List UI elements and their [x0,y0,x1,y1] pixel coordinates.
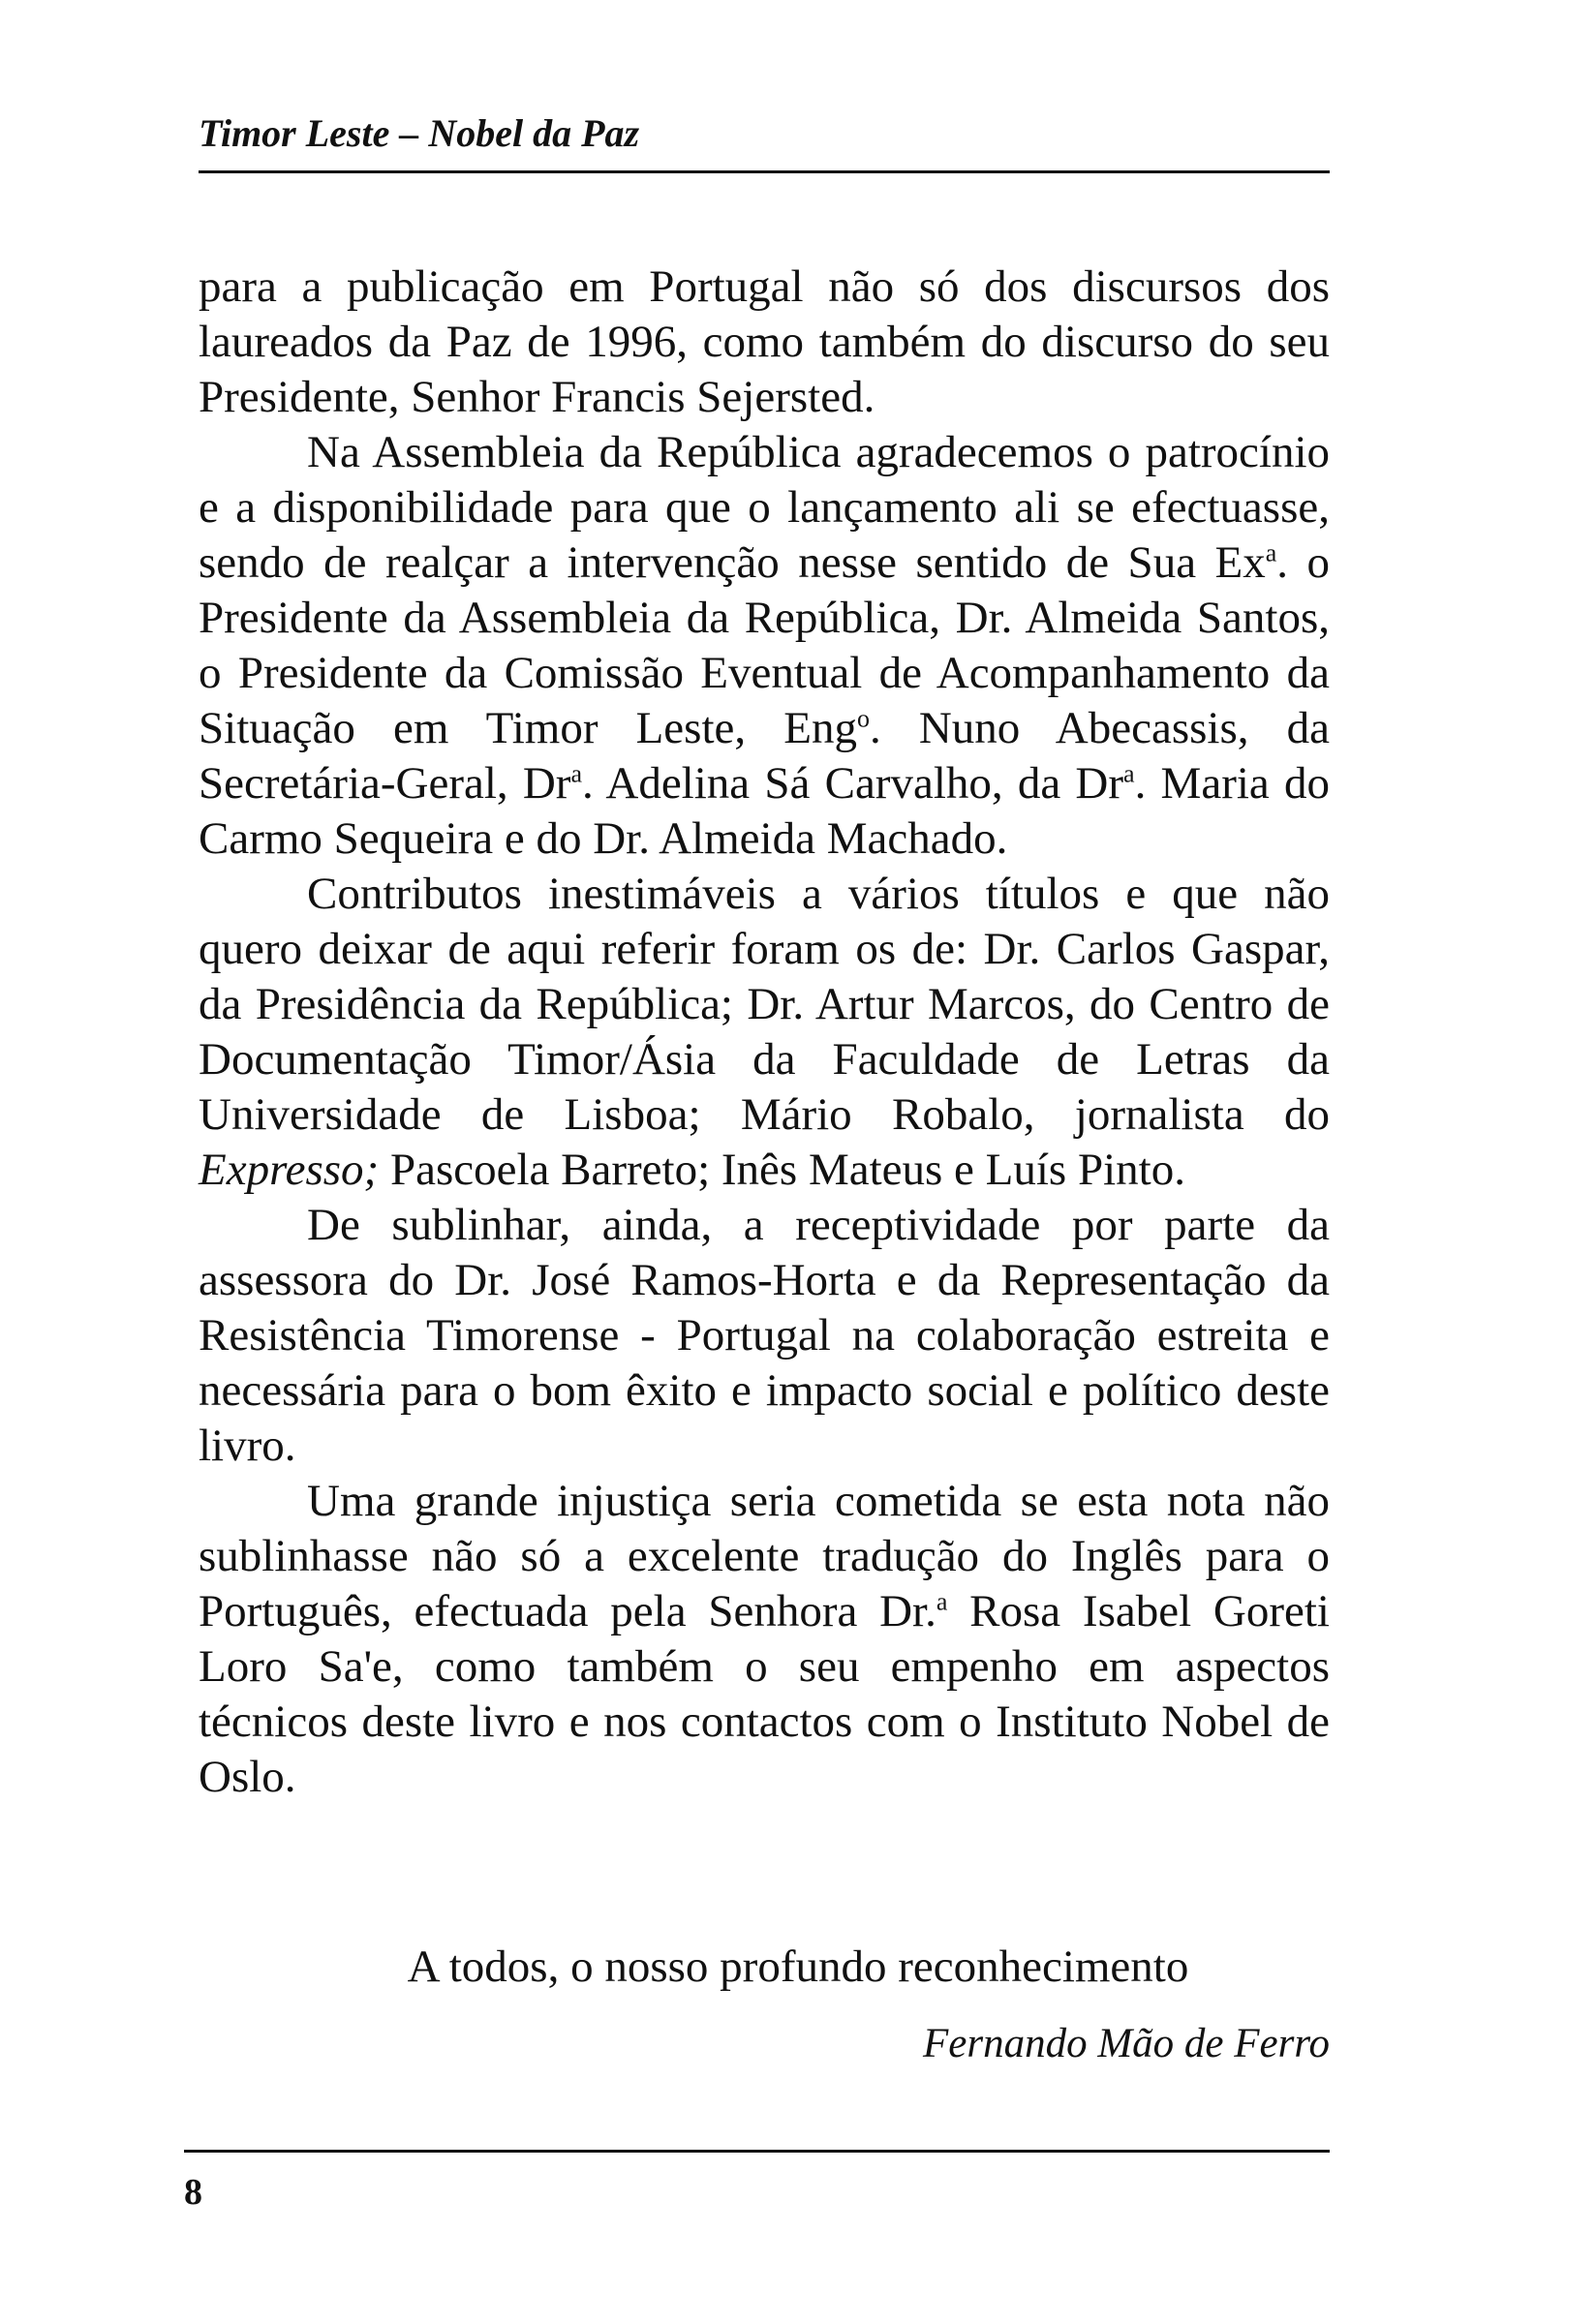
running-header: Timor Leste – Nobel da Paz [199,111,640,155]
footer-rule [184,2150,1330,2153]
paragraph-5: Uma grande injustiça seria cometida se esta nota não sublinhasse não só a excelente tradução do Inglês para o Português, efectuada pela Senhora Dr.$^a$ Rosa Isabel Goreti Loro Sa'e, como também o seu empenho em aspectos técnicos deste livro e nos contactos com o Instituto Nobel de Oslo. [199,1476,1330,1802]
paragraph-1: para a publicação em Portugal não só dos discursos dos laureados da Paz de 1996, como também do discurso do seu Presidente, Senhor Francis Sejersted. [199,261,1330,422]
page-number: 8 [184,2172,202,2213]
header-rule [199,170,1330,173]
paragraph-4: De sublinhar, ainda, a receptividade por parte da assessora do Dr. José Ramos-Horta e da Representação da Resistência Timorense - Portugal na colaboração estreita e necessária para o bom êxito e impacto social e político deste livro. [199,1200,1330,1471]
body-text [199,260,1330,1805]
paragraph-3: Contributos inestimáveis a vários títulos e que não quero deixar de aqui referir foram os de: Dr. Carlos Gaspar, da Presidência da República; Dr. Artur Marcos, do Centro de Documentação Timor/Ásia da Faculdade de Letras da Universidade de Lisboa; Mário Robalo, jornalista do Expresso; Pascoela Barreto; Inês Mateus e Luís Pinto. [199,869,1330,1195]
paragraph-2: Na Assembleia da República agradecemos o patrocínio e a disponibilidade para que o lançamento ali se efectuasse, sendo de realçar a intervenção nesse sentido de Sua Ex$^a$. o Presidente da Assembleia da República, Dr. Almeida Santos, o Presidente da Comissão Eventual de Acompanhamento da Situação em Timor Leste, Eng$^o$. Nuno Abecassis, da Secretária-Geral, Dr$^a$. Adelina Sá Carvalho, da Dr$^a$. Maria do Carmo Sequeira e do Dr. Almeida Machado. [199,427,1330,864]
signature: Fernando Mão de Ferro [923,2021,1330,2066]
closing-line: A todos, o nosso profundo reconhecimento [407,1942,1189,1992]
